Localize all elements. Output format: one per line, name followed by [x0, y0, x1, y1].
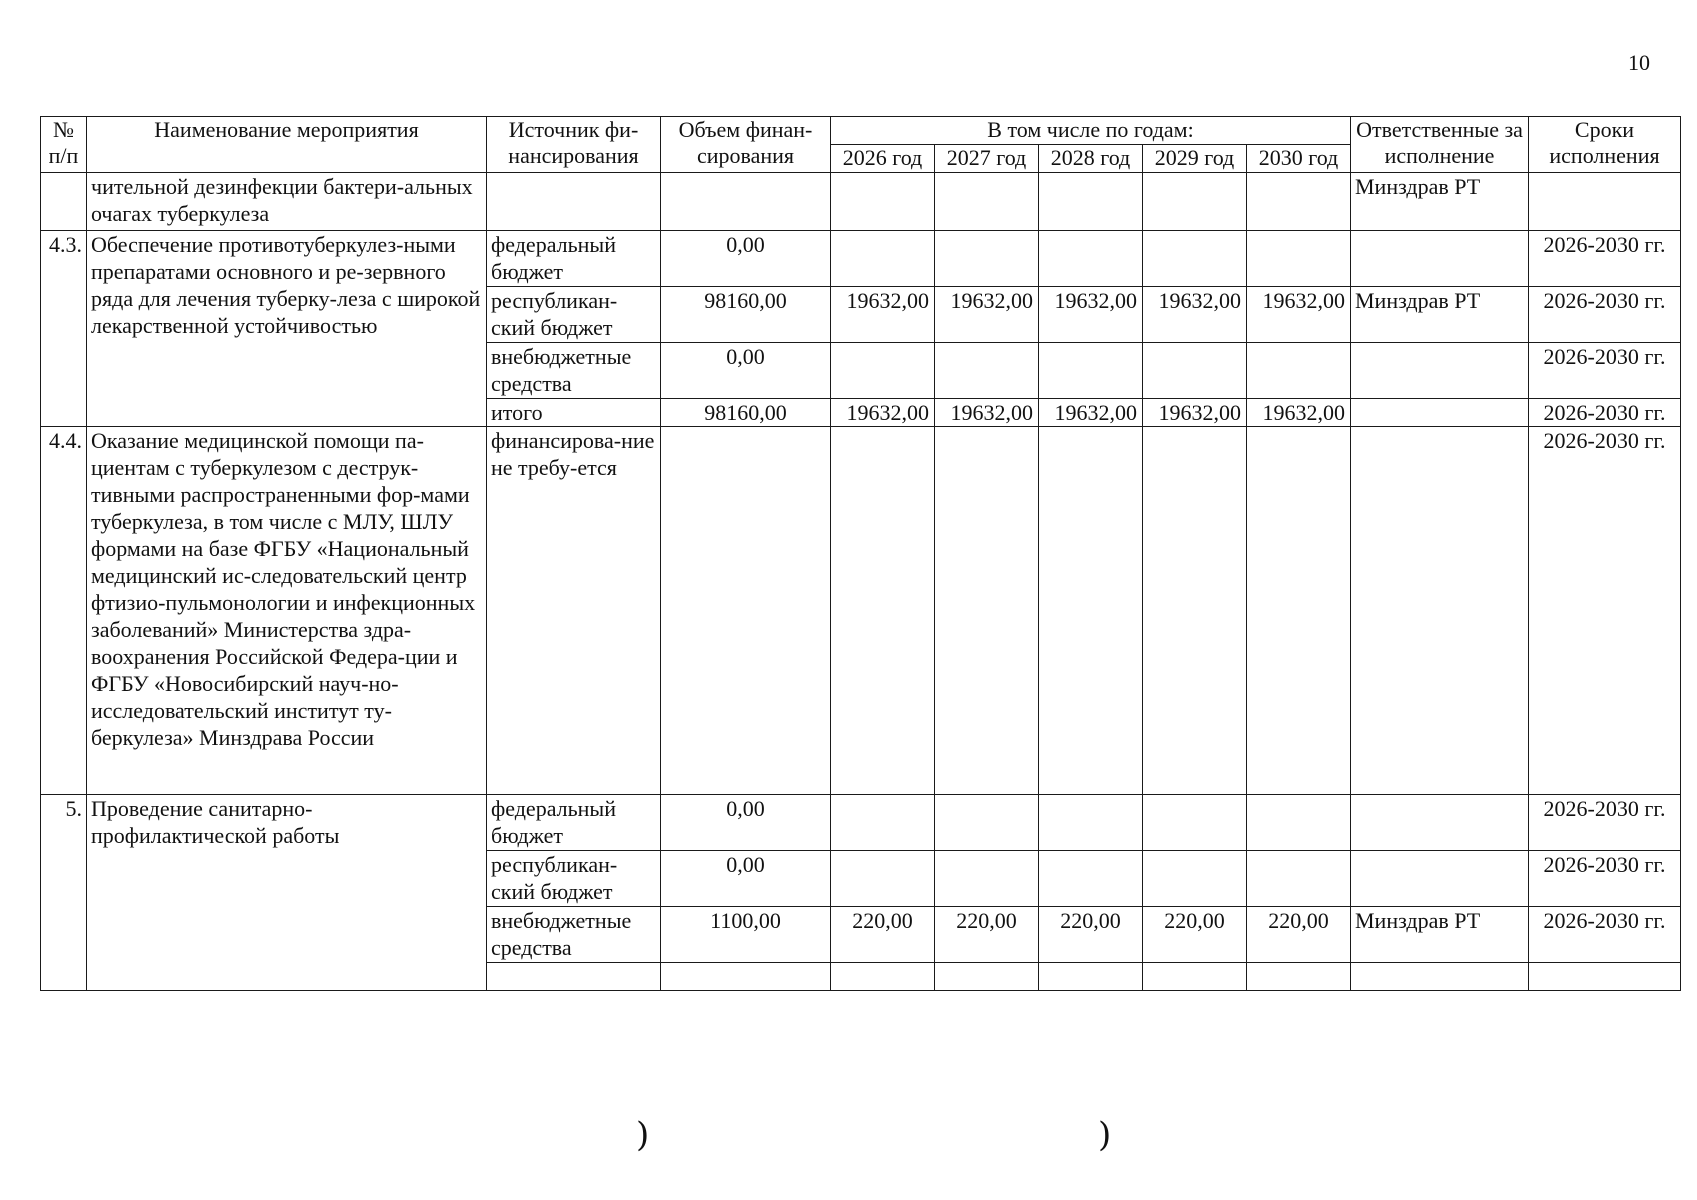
cell-volume: 0,00 [661, 343, 831, 399]
cell-deadline: 2026-2030 гг. [1529, 795, 1681, 851]
cell-year [1039, 851, 1143, 907]
cell-year: 19632,00 [935, 287, 1039, 343]
cell-year [1247, 427, 1351, 795]
cell-num: 4.4. [41, 427, 87, 795]
cell-year: 19632,00 [1143, 399, 1247, 427]
cell-source: внебюджетные средства [487, 343, 661, 399]
header-num: № п/п [41, 117, 87, 173]
cell-deadline: 2026-2030 гг. [1529, 907, 1681, 963]
cell-responsible [1351, 427, 1529, 795]
cell-num: 5. [41, 795, 87, 991]
cell-responsible: Минздрав РТ [1351, 173, 1529, 231]
cell-year [1039, 795, 1143, 851]
cell-year [831, 173, 935, 231]
cell-deadline: 2026-2030 гг. [1529, 343, 1681, 399]
cell-deadline [1529, 173, 1681, 231]
cell-year: 19632,00 [1247, 287, 1351, 343]
cell-year [1143, 963, 1247, 991]
cell-source: федеральный бюджет [487, 231, 661, 287]
table-row [41, 427, 1681, 795]
cell-source: внебюджетные средства [487, 907, 661, 963]
header-year: 2027 год [935, 145, 1039, 173]
cell-responsible [1351, 231, 1529, 287]
cell-year [831, 231, 935, 287]
header-responsible: Ответственные за исполнение [1351, 117, 1529, 173]
header-deadline: Сроки исполнения [1529, 117, 1681, 173]
cell-year: 220,00 [935, 907, 1039, 963]
cell-volume: 0,00 [661, 231, 831, 287]
cell-responsible [1351, 851, 1529, 907]
table-row [41, 173, 1681, 231]
cell-year [831, 851, 935, 907]
cell-volume [661, 173, 831, 231]
cell-year: 220,00 [1039, 907, 1143, 963]
cell-year: 220,00 [1247, 907, 1351, 963]
cell-year [831, 963, 935, 991]
table-row [41, 231, 1681, 287]
cell-deadline [1529, 963, 1681, 991]
cell-deadline: 2026-2030 гг. [1529, 231, 1681, 287]
cell-responsible [1351, 343, 1529, 399]
cell-responsible [1351, 963, 1529, 991]
header-source: Источник фи-нансирования [487, 117, 661, 173]
cell-deadline: 2026-2030 гг. [1529, 399, 1681, 427]
cell-deadline: 2026-2030 гг. [1529, 427, 1681, 795]
cell-year [935, 343, 1039, 399]
header-year: 2030 год [1247, 145, 1351, 173]
cell-year [1143, 231, 1247, 287]
scan-mark: ) [636, 1115, 650, 1155]
cell-volume: 0,00 [661, 851, 831, 907]
cell-year [1143, 851, 1247, 907]
cell-year [831, 343, 935, 399]
cell-source [487, 963, 661, 991]
cell-volume: 0,00 [661, 795, 831, 851]
cell-responsible: Минздрав РТ [1351, 907, 1529, 963]
header-years-group: В том числе по годам: [831, 117, 1351, 145]
cell-year: 19632,00 [1247, 399, 1351, 427]
cell-year: 19632,00 [831, 287, 935, 343]
cell-source [487, 173, 661, 231]
cell-year [1247, 963, 1351, 991]
header-year: 2026 год [831, 145, 935, 173]
cell-volume: 98160,00 [661, 399, 831, 427]
cell-year [1247, 231, 1351, 287]
header-name: Наименование мероприятия [87, 117, 487, 173]
cell-source: республикан-ский бюджет [487, 287, 661, 343]
cell-name: Проведение санитарно-профилактической работы [87, 795, 487, 991]
cell-num [41, 173, 87, 231]
cell-year [831, 427, 935, 795]
cell-year [935, 795, 1039, 851]
cell-volume [661, 963, 831, 991]
cell-volume: 98160,00 [661, 287, 831, 343]
cell-year [935, 963, 1039, 991]
cell-responsible [1351, 399, 1529, 427]
cell-year [1143, 173, 1247, 231]
cell-volume: 1100,00 [661, 907, 831, 963]
header-year: 2028 год [1039, 145, 1143, 173]
page-number: 10 [1628, 50, 1650, 75]
cell-year [1143, 343, 1247, 399]
cell-year [1247, 795, 1351, 851]
cell-year [935, 851, 1039, 907]
cell-year [935, 173, 1039, 231]
cell-year: 19632,00 [1039, 287, 1143, 343]
cell-year: 19632,00 [935, 399, 1039, 427]
cell-source: федеральный бюджет [487, 795, 661, 851]
cell-year: 19632,00 [831, 399, 935, 427]
cell-year: 19632,00 [1143, 287, 1247, 343]
cell-name: чительной дезинфекции бактери-альных очагах туберкулеза [87, 173, 487, 231]
cell-name: Оказание медицинской помощи па-циентам с туберкулезом с деструк-тивными распространенными фор-мами туберкулеза, в том числе с МЛУ, ШЛУ формами на базе ФГБУ «Национальный медицинский ис-следовательский центр фтизио-пульмонологии и инфекционных заболеваний» Министерства здра-воохранения Российской Федера-ции и ФГБУ «Новосибирский науч-но-исследовательский институт ту-беркулеза» Минздрава России [87, 427, 487, 795]
cell-year [935, 427, 1039, 795]
cell-deadline: 2026-2030 гг. [1529, 287, 1681, 343]
scan-mark: ) [1098, 1115, 1112, 1155]
cell-year [1143, 795, 1247, 851]
cell-year [1143, 427, 1247, 795]
header-volume: Объем финан-сирования [661, 117, 831, 173]
cell-year: 220,00 [831, 907, 935, 963]
cell-name: Обеспечение противотуберкулез-ными препаратами основного и ре-зервного ряда для лечения туберку-леза с широкой лекарственной устойчивостью [87, 231, 487, 427]
cell-year [1247, 851, 1351, 907]
header-year: 2029 год [1143, 145, 1247, 173]
cell-source: республикан-ский бюджет [487, 851, 661, 907]
cell-year [1247, 173, 1351, 231]
cell-year [1039, 173, 1143, 231]
cell-year [1039, 427, 1143, 795]
cell-responsible: Минздрав РТ [1351, 287, 1529, 343]
cell-year [1039, 343, 1143, 399]
cell-year [935, 231, 1039, 287]
cell-year [1247, 343, 1351, 399]
cell-year: 220,00 [1143, 907, 1247, 963]
cell-source: итого [487, 399, 661, 427]
table-row [41, 795, 1681, 851]
cell-year [1039, 231, 1143, 287]
funding-table [40, 116, 1681, 991]
cell-year [1039, 963, 1143, 991]
cell-responsible [1351, 795, 1529, 851]
cell-deadline: 2026-2030 гг. [1529, 851, 1681, 907]
cell-source: финансирова-ние не требу-ется [487, 427, 661, 795]
cell-volume [661, 427, 831, 795]
cell-year: 19632,00 [1039, 399, 1143, 427]
cell-num: 4.3. [41, 231, 87, 427]
cell-year [831, 795, 935, 851]
